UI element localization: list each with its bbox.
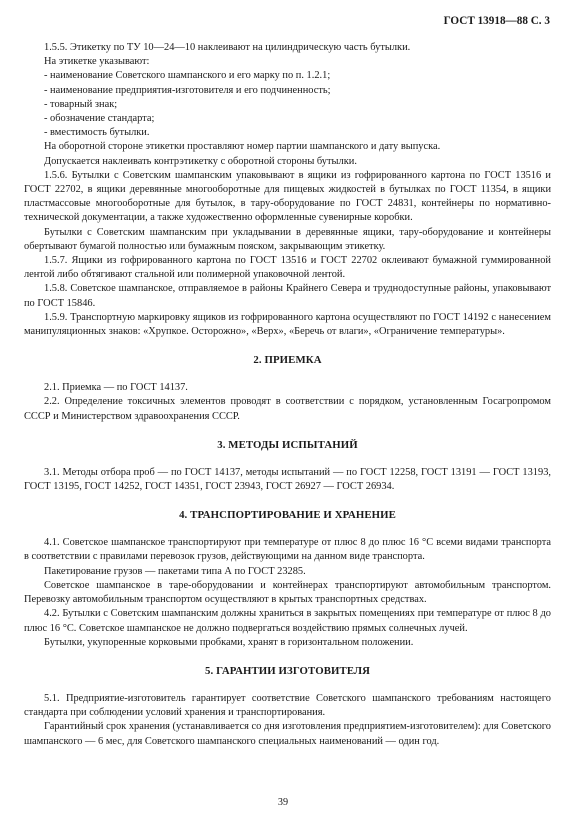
section-heading-transport-storage: 4. ТРАНСПОРТИРОВАНИЕ И ХРАНЕНИЕ: [179, 509, 396, 522]
section-heading-warranty: 5. ГАРАНТИИ ИЗГОТОВИТЕЛЯ: [204, 664, 371, 677]
counter-label-paragraph: Допускается наклеивать контрэтикетку с оборотной стороны бутылки.: [44, 155, 357, 167]
paragraph-1-5-6-wrapping: Бутылки с Советским шампанским при укладывании в деревянные ящики, тару-оборудование и контейнеры обертывают бумагой полностью или бумажным пояском, закрывающим этикетку.: [24, 226, 551, 252]
paragraph-1-5-6: 1.5.6. Бутылки с Советским шампанским упаковывают в ящики из гофрированного картона по ГОСТ 13516 и ГОСТ 22702, в ящики деревянные многооборотные для пищевых жидкостей в бутылках по ГОСТ 11354, в ящики пластмассовые многооборотные для бутылок, в тару-оборудование по ГОСТ 24831, контейнеры по нормативно-технической документации, а также художественно оформленные сувенирные коробки.: [24, 169, 551, 224]
page-header: ГОСТ 13918—88 С. 3: [443, 15, 550, 27]
paragraph-4-1: 4.1. Советское шампанское транспортируют при температуре от плюс 8 до плюс 16 °С всеми видами транспорта в соответствии с правилами перевозок грузов, действующими на данном виде транспорта.: [24, 537, 551, 563]
label-intro: На этикетке указывают:: [44, 56, 150, 68]
page-number: 39: [277, 796, 289, 808]
list-item: - наименование предприятия-изготовителя и его подчиненность;: [44, 84, 331, 96]
paragraph-4-2-horizontal: Бутылки, укупоренные корковыми пробками, хранят в горизонтальном положении.: [44, 636, 414, 648]
paragraph-1-5-5: 1.5.5. Этикетку по ТУ 10—24—10 наклеивают на цилиндрическую часть бутылки.: [44, 42, 411, 53]
paragraph-4-1-packaging: Пакетирование грузов — пакетами типа А по ГОСТ 23285.: [44, 565, 306, 577]
paragraph-1-5-9: 1.5.9. Транспортную маркировку ящиков из гофрированного картона осуществляют по ГОСТ 14192 с нанесением манипуляционных знаков: «Хрупкое. Осторожно», «Верх», «Беречь от влаги», «Ограничение температуры».: [24, 311, 551, 338]
paragraph-5-1: 5.1. Предприятие-изготовитель гарантирует соответствие Советского шампанского требованиям настоящего стандарта при соблюдении условий хранения и транспортирования.: [24, 692, 551, 719]
list-item: - обозначение стандарта;: [44, 113, 155, 125]
label-content-list: [24, 69, 551, 140]
paragraph-5-1-shelf-life: Гарантийный срок хранения (устанавливается со дня изготовления предприятием-изготовителем): для Советского шампанского — 6 мес, для Советского шампанского специальных наименований — один год.: [24, 721, 551, 747]
section-heading-test-methods: 3. МЕТОДЫ ИСПЫТАНИЙ: [217, 438, 358, 451]
list-item: - вместимость бутылки.: [44, 127, 150, 139]
list-item: - наименование Советского шампанского и его марку по п. 1.2.1;: [44, 70, 331, 82]
document-body: [24, 41, 551, 749]
paragraph-3-1: 3.1. Методы отбора проб — по ГОСТ 14137, методы испытаний — по ГОСТ 12258, ГОСТ 13191 — ГОСТ 13193, ГОСТ 13195, ГОСТ 14252, ГОСТ 14351, ГОСТ 23943, ГОСТ 26927 — ГОСТ 26934.: [24, 466, 551, 493]
back-label-paragraph: На оборотной стороне этикетки проставляют номер партии шампанского и дату выпуска.: [44, 141, 441, 153]
paragraph-4-1-road-transport: Советское шампанское в таре-оборудовании и контейнерах транспортируют автомобильным транспортом. Перевозку автомобильным транспортом осуществляют в крытых транспортных средствах.: [24, 579, 551, 606]
paragraph-4-2: 4.2. Бутылки с Советским шампанским должны храниться в закрытых помещениях при температуре от плюс 8 до плюс 16 °С. Советское шампанское не должно подвергаться воздействию прямых солнечных лучей.: [24, 608, 551, 634]
section-heading-acceptance: 2. ПРИЕМКА: [253, 354, 322, 367]
paragraph-2-1: 2.1. Приемка — по ГОСТ 14137.: [44, 382, 188, 394]
paragraph-1-5-8: 1.5.8. Советское шампанское, отправляемое в районы Крайнего Севера и труднодоступные районы, упаковывают по ГОСТ 15846.: [24, 283, 551, 309]
paragraph-2-2: 2.2. Определение токсичных элементов проводят в соответствии с порядком, установленным Госагропромом СССР и Министерством здравоохранения СССР.: [24, 396, 551, 422]
paragraph-1-5-7: 1.5.7. Ящики из гофрированного картона по ГОСТ 13516 и ГОСТ 22702 оклеивают бумажной гуммированной лентой либо обтягивают стальной или полимерной упаковочной лентой.: [24, 255, 551, 281]
list-item: - товарный знак;: [44, 98, 118, 110]
